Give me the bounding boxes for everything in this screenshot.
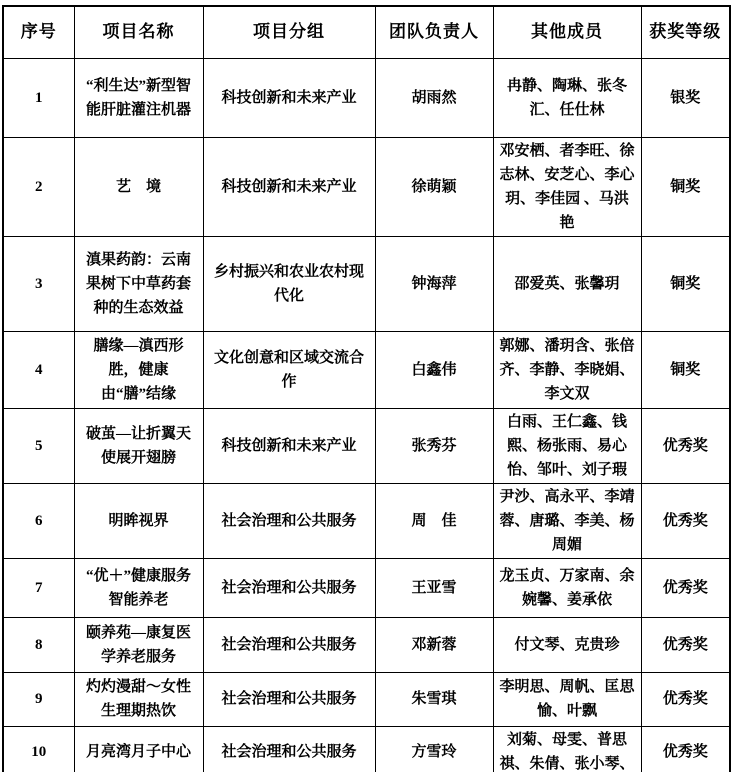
serial-number-cell: 9 [3, 672, 74, 726]
award-level-cell: 优秀奖 [641, 483, 730, 558]
project-group-cell: 社会治理和公共服务 [203, 672, 375, 726]
project-name-cell: 滇果药韵：云南果树下中草药套种的生态效益 [74, 236, 203, 331]
team-leader-cell: 徐萌颖 [375, 137, 493, 236]
award-level-cell: 优秀奖 [641, 558, 730, 617]
project-name-cell: “利生达”新型智能肝脏灌注机器 [74, 58, 203, 137]
project-name-cell: 膳缘—滇西形胜，健康由“膳”结缘 [74, 331, 203, 408]
other-members-cell: 刘菊、母雯、普思祺、朱倩、张小琴、 [493, 726, 641, 772]
team-leader-cell: 王亚雪 [375, 558, 493, 617]
other-members-cell: 邵爱英、张馨玥 [493, 236, 641, 331]
header-project-name: 项目名称 [74, 6, 203, 58]
table-row [3, 236, 730, 331]
award-level-cell: 铜奖 [641, 331, 730, 408]
team-leader-cell: 白鑫伟 [375, 331, 493, 408]
serial-number-cell: 6 [3, 483, 74, 558]
award-level-cell: 优秀奖 [641, 672, 730, 726]
table-row [3, 331, 730, 408]
table-row [3, 483, 730, 558]
table-row [3, 58, 730, 137]
other-members-cell: 冉静、陶琳、张冬汇、任仕林 [493, 58, 641, 137]
project-name-cell: 灼灼漫甜～女性生理期热饮 [74, 672, 203, 726]
team-leader-cell: 方雪玲 [375, 726, 493, 772]
other-members-cell: 白雨、王仁鑫、钱熙、杨张雨、易心怡、邹叶、刘子瑕 [493, 408, 641, 483]
header-project-group: 项目分组 [203, 6, 375, 58]
award-results-table [2, 5, 731, 772]
project-group-cell: 乡村振兴和农业农村现代化 [203, 236, 375, 331]
project-name-cell: 破茧—让折翼天使展开翅膀 [74, 408, 203, 483]
project-name-cell: 月亮湾月子中心 [74, 726, 203, 772]
table-row [3, 672, 730, 726]
serial-number-cell: 4 [3, 331, 74, 408]
award-level-cell: 铜奖 [641, 236, 730, 331]
team-leader-cell: 周 佳 [375, 483, 493, 558]
project-group-cell: 文化创意和区域交流合作 [203, 331, 375, 408]
team-leader-cell: 钟海萍 [375, 236, 493, 331]
table-row [3, 726, 730, 772]
award-level-cell: 银奖 [641, 58, 730, 137]
table-row [3, 137, 730, 236]
team-leader-cell: 张秀芬 [375, 408, 493, 483]
project-name-cell: 明眸视界 [74, 483, 203, 558]
other-members-cell: 龙玉贞、万家南、余婉馨、姜承依 [493, 558, 641, 617]
table-row [3, 617, 730, 672]
other-members-cell: 李明思、周帆、匡思愉、叶飘 [493, 672, 641, 726]
serial-number-cell: 5 [3, 408, 74, 483]
award-level-cell: 铜奖 [641, 137, 730, 236]
team-leader-cell: 朱雪琪 [375, 672, 493, 726]
table-row [3, 558, 730, 617]
header-other-members: 其他成员 [493, 6, 641, 58]
table-row [3, 408, 730, 483]
project-group-cell: 社会治理和公共服务 [203, 726, 375, 772]
serial-number-cell: 1 [3, 58, 74, 137]
header-team-leader: 团队负责人 [375, 6, 493, 58]
header-award-level: 获奖等级 [641, 6, 730, 58]
award-level-cell: 优秀奖 [641, 408, 730, 483]
serial-number-cell: 8 [3, 617, 74, 672]
serial-number-cell: 3 [3, 236, 74, 331]
other-members-cell: 尹沙、高永平、李靖蓉、唐璐、李美、杨周媚 [493, 483, 641, 558]
serial-number-cell: 10 [3, 726, 74, 772]
other-members-cell: 郭娜、潘玥含、张倍齐、李静、李晓娟、李文双 [493, 331, 641, 408]
project-name-cell: “优＋”健康服务智能养老 [74, 558, 203, 617]
other-members-cell: 邓安栖、者李旺、徐志林、安芝心、李心玥、李佳园 、马洪艳 [493, 137, 641, 236]
other-members-cell: 付文琴、克贵珍 [493, 617, 641, 672]
project-name-cell: 颐养苑—康复医学养老服务 [74, 617, 203, 672]
award-level-cell: 优秀奖 [641, 726, 730, 772]
serial-number-cell: 7 [3, 558, 74, 617]
project-name-cell: 艺 境 [74, 137, 203, 236]
team-leader-cell: 胡雨然 [375, 58, 493, 137]
award-level-cell: 优秀奖 [641, 617, 730, 672]
project-group-cell: 科技创新和未来产业 [203, 58, 375, 137]
award-table-page [0, 5, 736, 772]
project-group-cell: 科技创新和未来产业 [203, 408, 375, 483]
project-group-cell: 社会治理和公共服务 [203, 483, 375, 558]
team-leader-cell: 邓新蓉 [375, 617, 493, 672]
project-group-cell: 社会治理和公共服务 [203, 617, 375, 672]
table-header-row [3, 6, 730, 58]
project-group-cell: 社会治理和公共服务 [203, 558, 375, 617]
serial-number-cell: 2 [3, 137, 74, 236]
project-group-cell: 科技创新和未来产业 [203, 137, 375, 236]
header-serial-number: 序号 [3, 6, 74, 58]
